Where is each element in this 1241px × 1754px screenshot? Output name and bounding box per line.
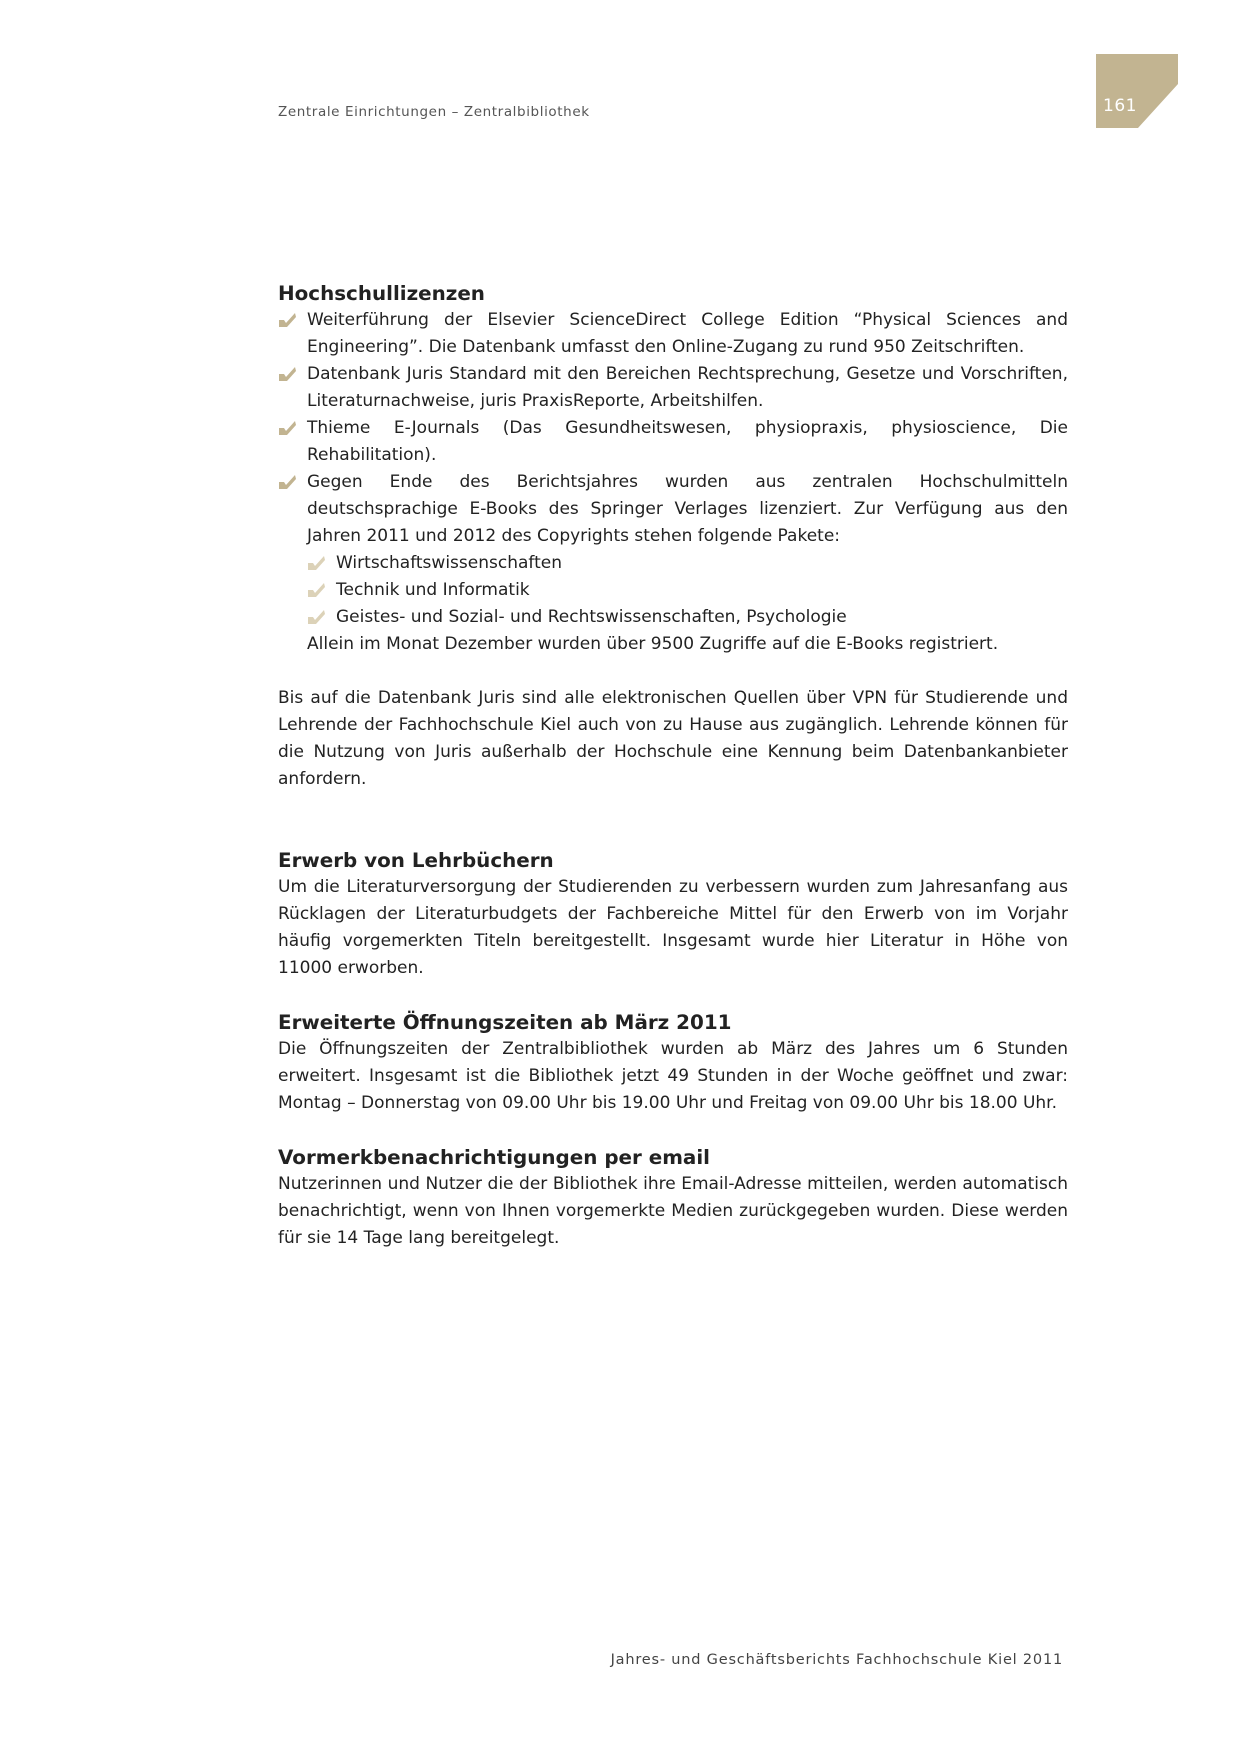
- checkmark-bullet-icon: [279, 475, 296, 489]
- list-item: [278, 469, 1068, 658]
- section-heading-opening-hours: Erweiterte Öffnungszeiten ab März 2011: [278, 1011, 732, 1034]
- checkmark-bullet-icon: [279, 367, 296, 381]
- section-heading-textbooks: Erwerb von Lehrbüchern: [278, 849, 554, 872]
- sub-list-item: [307, 577, 1068, 604]
- ebook-access-note: Allein im Monat Dezember wurden über 9500 Zugriffe auf die E-Books registriert.: [307, 634, 999, 654]
- list-item-text: Weiterführung der Elsevier ScienceDirect College Edition “Physical Sciences and Engineering”. Die Datenbank umfasst den Online-Zugang zu rund 950 Zeitschriften.: [307, 310, 1068, 357]
- checkmark-bullet-icon: [308, 556, 325, 570]
- sub-list-item-text: Wirtschaftswissenschaften: [336, 553, 562, 573]
- spacer: [278, 982, 1068, 1009]
- list-item: [278, 415, 1068, 469]
- sub-list-item: [307, 604, 1068, 631]
- checkmark-bullet-icon: [279, 313, 296, 327]
- main-content: [278, 280, 1068, 1252]
- notifications-paragraph: Nutzerinnen und Nutzer die der Bibliothek ihre Email-Adresse mitteilen, werden automatisch benachrichtigt, wenn von Ihnen vorgemerkte Medien zurückgegeben wurden. Diese werden für sie 14 Tage lang bereitgelegt.: [278, 1174, 1068, 1248]
- opening-hours-paragraph: Die Öffnungszeiten der Zentralbibliothek wurden ab März des Jahres um 6 Stunden erweitert. Insgesamt ist die Bibliothek jetzt 49 Stunden in der Woche geöffnet und zwar: Montag – Donnerstag von 09.00 Uhr bis 19.00 Uhr und Freitag von 09.00 Uhr bis 18.00 Uhr.: [278, 1039, 1068, 1113]
- list-item-text: Datenbank Juris Standard mit den Bereichen Rechtsprechung, Gesetze und Vorschriften, Literaturnachweise, juris PraxisReporte, Arbeitshilfen.: [307, 364, 1068, 411]
- spacer: [278, 793, 1068, 847]
- list-item-text: Thieme E-Journals (Das Gesundheitswesen, physiopraxis, physioscience, Die Rehabilitation).: [307, 418, 1068, 465]
- list-item: [278, 361, 1068, 415]
- license-list: [278, 307, 1068, 658]
- sub-list-item-text: Technik und Informatik: [336, 580, 530, 600]
- section-heading-notifications: Vormerkbenachrichtigungen per email: [278, 1146, 710, 1169]
- spacer: [278, 658, 1068, 685]
- running-header: Zentrale Einrichtungen – Zentralbibliothek: [278, 104, 590, 120]
- section-heading-licenses: Hochschullizenzen: [278, 282, 485, 305]
- list-item: [278, 307, 1068, 361]
- textbooks-paragraph: Um die Literaturversorgung der Studierenden zu verbessern wurden zum Jahresanfang aus Rücklagen der Literaturbudgets der Fachbereiche Mittel für den Erwerb von im Vorjahr häufig vorgemerkten Titeln bereitgestellt. Insgesamt wurde hier Literatur in Höhe von 11000 erworben.: [278, 877, 1068, 978]
- page-number: 161: [1103, 96, 1137, 116]
- sub-list-item: [307, 550, 1068, 577]
- list-item-text: Gegen Ende des Berichtsjahres wurden aus zentralen Hochschulmitteln deutschsprachige E-Books des Springer Verlages lizenziert. Zur Verfügung aus den Jahren 2011 und 2012 des Copyrights stehen folgende Pakete:: [307, 472, 1068, 546]
- checkmark-bullet-icon: [308, 583, 325, 597]
- ebook-package-list: [307, 550, 1068, 631]
- checkmark-bullet-icon: [308, 610, 325, 624]
- page-footer: Jahres- und Geschäftsberichts Fachhochschule Kiel 2011: [610, 1652, 1063, 1668]
- sub-list-item-text: Geistes- und Sozial- und Rechtswissenschaften, Psychologie: [336, 607, 847, 627]
- vpn-paragraph: Bis auf die Datenbank Juris sind alle elektronischen Quellen über VPN für Studierende und Lehrende der Fachhochschule Kiel auch von zu Hause aus zugänglich. Lehrende können für die Nutzung von Juris außerhalb der Hochschule eine Kennung beim Datenbankanbieter anfordern.: [278, 688, 1068, 789]
- spacer: [278, 1117, 1068, 1144]
- checkmark-bullet-icon: [279, 421, 296, 435]
